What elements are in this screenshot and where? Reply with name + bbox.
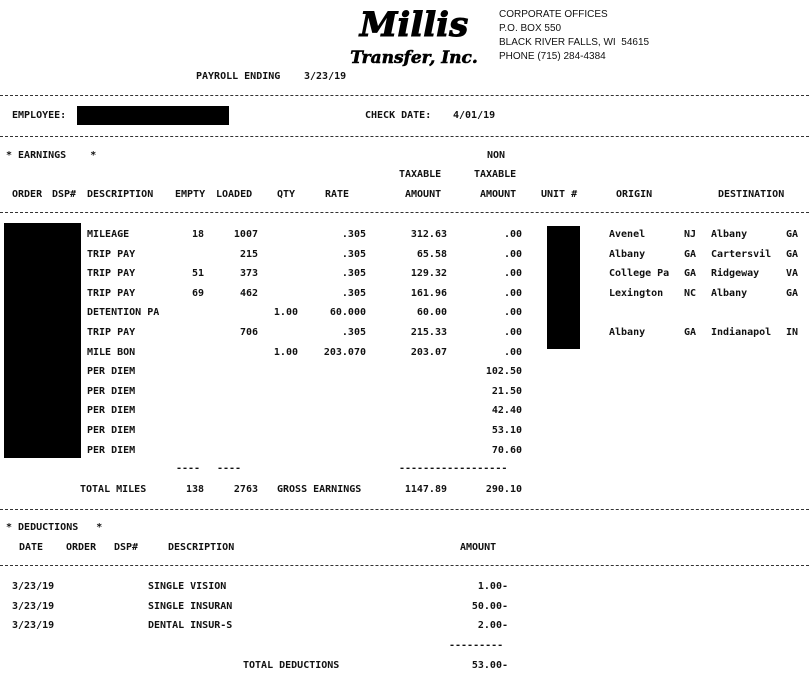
row-origin-state: GA <box>684 268 697 280</box>
row-taxable-amount: 129.32 <box>410 268 447 280</box>
divider <box>0 136 809 137</box>
row-rate: 60.000 <box>329 307 366 319</box>
row-nontaxable-amount: .00 <box>503 307 522 319</box>
row-taxable-amount: 65.58 <box>416 248 447 260</box>
ded-row-amount: 2.00- <box>477 620 508 632</box>
row-rate: .305 <box>341 287 366 299</box>
header-description: DESCRIPTION <box>87 189 154 200</box>
ded-header-description: DESCRIPTION <box>168 542 235 553</box>
row-description: MILE BON <box>87 346 136 358</box>
row-loaded-miles: 706 <box>239 327 258 338</box>
row-taxable-amount: 215.33 <box>410 327 447 338</box>
row-nontaxable-amount: 102.50 <box>485 366 522 378</box>
ded-header-amount: AMOUNT <box>460 542 497 553</box>
ded-header-order: ORDER <box>66 542 97 553</box>
row-loaded-miles: 462 <box>239 287 258 299</box>
row-description: TRIP PAY <box>87 287 136 299</box>
row-nontaxable-amount: .00 <box>503 248 522 260</box>
total-empty: 138 <box>185 484 204 495</box>
ded-row-date: 3/23/19 <box>12 600 55 612</box>
address-line-4: PHONE (715) 284-4384 <box>499 51 606 62</box>
address-line-3: BLACK RIVER FALLS, WI 54615 <box>499 37 650 48</box>
row-origin-state: GA <box>684 327 697 338</box>
row-description: TRIP PAY <box>87 327 136 338</box>
row-description: DETENTION PA <box>87 307 160 319</box>
row-description: PER DIEM <box>87 425 136 436</box>
header-taxable: TAXABLE <box>399 169 442 180</box>
row-destination-city: Cartersvil <box>711 248 772 260</box>
ded-row-date: 3/23/19 <box>12 620 55 632</box>
divider <box>0 95 809 96</box>
header-non: NON <box>487 150 506 161</box>
row-nontaxable-amount: .00 <box>503 327 522 338</box>
logo-text-sub: Transfer, Inc. <box>350 48 478 68</box>
row-taxable-amount: 161.96 <box>410 287 447 299</box>
divider <box>0 565 809 566</box>
row-origin-city: Lexington <box>609 287 664 299</box>
row-rate: .305 <box>341 327 366 338</box>
total-miles-label: TOTAL MILES <box>80 484 147 495</box>
ded-row-amount: 50.00- <box>471 600 508 612</box>
ded-row-description: SINGLE VISION <box>148 581 227 592</box>
row-nontaxable-amount: 42.40 <box>491 405 522 417</box>
header-taxable-amount: AMOUNT <box>405 189 442 200</box>
header-order: ORDER <box>12 189 43 200</box>
row-destination-city: Ridgeway <box>711 268 760 280</box>
row-nontaxable-amount: .00 <box>503 287 522 299</box>
row-destination-state: IN <box>786 327 799 338</box>
subtotal-dash-loaded: ---- <box>217 463 242 474</box>
row-qty: 1.00 <box>273 307 298 319</box>
total-deductions-label: TOTAL DEDUCTIONS <box>243 660 340 671</box>
employee-label: EMPLOYEE: <box>12 110 67 121</box>
row-destination-city: Indianapol <box>711 327 772 338</box>
address-line-1: CORPORATE OFFICES <box>499 9 608 20</box>
row-nontaxable-amount: 53.10 <box>491 425 522 436</box>
gross-nontaxable: 290.10 <box>485 484 522 495</box>
row-taxable-amount: 60.00 <box>416 307 447 319</box>
redacted-employee-name <box>77 106 229 125</box>
row-loaded-miles: 373 <box>239 268 258 280</box>
row-nontaxable-amount: .00 <box>503 268 522 280</box>
row-rate: .305 <box>341 248 366 260</box>
row-destination-state: VA <box>786 268 799 280</box>
row-destination-city: Albany <box>711 229 748 240</box>
row-loaded-miles: 1007 <box>233 229 258 240</box>
row-origin-state: NC <box>684 287 697 299</box>
row-nontaxable-amount: .00 <box>503 346 522 358</box>
ded-row-date: 3/23/19 <box>12 581 55 592</box>
row-description: PER DIEM <box>87 385 136 397</box>
header-dsp: DSP# <box>52 189 77 200</box>
header-nontaxable-amount: AMOUNT <box>480 189 517 200</box>
ded-row-amount: 1.00- <box>477 581 508 592</box>
row-destination-city: Albany <box>711 287 748 299</box>
row-destination-state: GA <box>786 287 799 299</box>
row-destination-state: GA <box>786 248 799 260</box>
row-description: PER DIEM <box>87 366 136 378</box>
header-rate: RATE <box>325 189 350 200</box>
row-description: PER DIEM <box>87 405 136 417</box>
row-taxable-amount: 312.63 <box>410 229 447 240</box>
row-description: TRIP PAY <box>87 248 136 260</box>
address-line-2: P.O. BOX 550 <box>499 23 562 34</box>
check-date-label: CHECK DATE: <box>365 110 432 121</box>
subtotal-dash-empty: ---- <box>176 463 201 474</box>
row-destination-state: GA <box>786 229 799 240</box>
row-rate: .305 <box>341 229 366 240</box>
header-non-taxable: TAXABLE <box>474 169 517 180</box>
row-origin-city: Albany <box>609 248 646 260</box>
row-origin-city: Avenel <box>609 229 646 240</box>
row-description: PER DIEM <box>87 444 136 456</box>
gross-taxable: 1147.89 <box>404 484 447 495</box>
divider <box>0 509 809 510</box>
redacted-unit-numbers <box>547 226 580 349</box>
header-loaded: LOADED <box>216 189 253 200</box>
check-date-value: 4/01/19 <box>453 110 496 121</box>
header-unit: UNIT # <box>541 189 578 200</box>
header-origin: ORIGIN <box>616 189 653 200</box>
row-nontaxable-amount: 70.60 <box>491 444 522 456</box>
row-nontaxable-amount: 21.50 <box>491 385 522 397</box>
payroll-ending-label: PAYROLL ENDING <box>196 71 281 82</box>
row-origin-city: College Pa <box>609 268 670 280</box>
ded-row-description: DENTAL INSUR-S <box>148 620 233 632</box>
redacted-order-dsp <box>4 223 81 458</box>
subtotal-dash-amount: ------------------ <box>399 463 508 474</box>
total-loaded: 2763 <box>233 484 258 495</box>
earnings-section-title: * EARNINGS * <box>6 150 97 161</box>
total-deductions-value: 53.00- <box>471 660 508 671</box>
logo-text-main: Millis <box>359 5 469 45</box>
deductions-subtotal-dash: --------- <box>449 640 504 651</box>
company-logo <box>336 4 492 68</box>
row-rate: 203.070 <box>323 346 366 358</box>
header-qty: QTY <box>277 189 296 200</box>
deductions-section-title: * DEDUCTIONS * <box>6 522 103 533</box>
row-taxable-amount: 203.07 <box>410 346 447 358</box>
row-rate: .305 <box>341 268 366 280</box>
row-origin-city: Albany <box>609 327 646 338</box>
row-nontaxable-amount: .00 <box>503 229 522 240</box>
row-description: MILEAGE <box>87 229 130 240</box>
ded-header-date: DATE <box>19 542 44 553</box>
payroll-ending-date: 3/23/19 <box>304 71 347 82</box>
row-origin-state: NJ <box>684 229 697 240</box>
row-empty-miles: 18 <box>191 229 204 240</box>
row-empty-miles: 69 <box>191 287 204 299</box>
ded-header-dsp: DSP# <box>114 542 139 553</box>
header-destination: DESTINATION <box>718 189 785 200</box>
divider <box>0 212 809 213</box>
header-empty: EMPTY <box>175 189 206 200</box>
row-loaded-miles: 215 <box>239 248 258 260</box>
ded-row-description: SINGLE INSURAN <box>148 600 233 612</box>
row-description: TRIP PAY <box>87 268 136 280</box>
row-empty-miles: 51 <box>191 268 204 280</box>
row-qty: 1.00 <box>273 346 298 358</box>
gross-earnings-label: GROSS EARNINGS <box>277 484 362 495</box>
row-origin-state: GA <box>684 248 697 260</box>
